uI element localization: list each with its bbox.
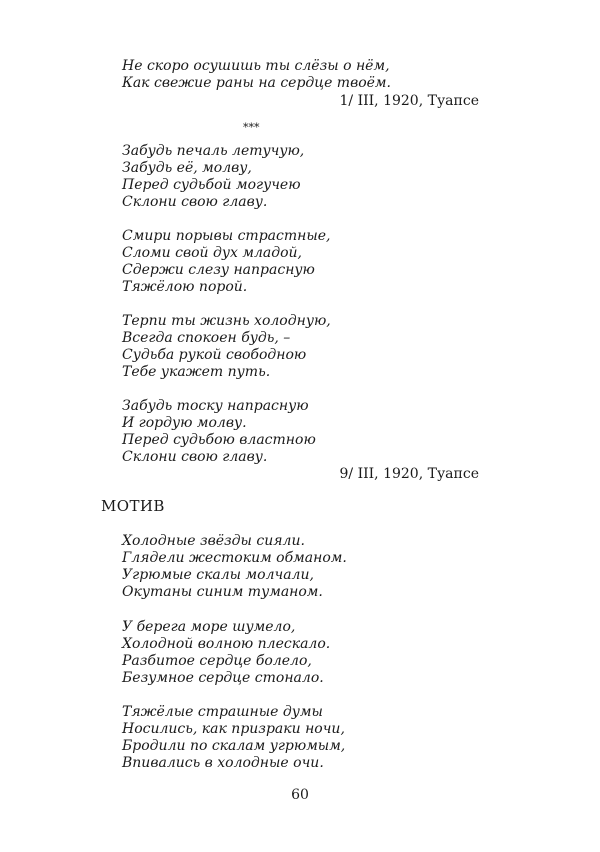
verse-line: Тебе укажет путь. (122, 364, 271, 380)
poem-date: 9/ III, 1920, Туапсе (339, 466, 479, 482)
verse-line: Терпи ты жизнь холодную, (122, 313, 331, 329)
page-number: 60 (291, 787, 309, 803)
verse-line: Глядели жестоким обманом. (122, 550, 347, 566)
verse-line: Холодной волною плескало. (122, 636, 331, 652)
poem-date: 1/ III, 1920, Туапсе (339, 93, 479, 109)
verse-line: Тяжёлою порой. (122, 279, 248, 295)
verse-line: Холодные звёзды сияли. (122, 533, 305, 549)
verse-line: Носились, как призраки ночи, (122, 721, 345, 737)
section-separator: *** (243, 121, 260, 134)
verse-line: Безумное сердце стонало. (122, 670, 324, 686)
verse-line: Всегда спокоен будь, – (122, 330, 291, 346)
verse-line: Склони свою главу. (122, 194, 268, 210)
verse-line: Склони свою главу. (122, 449, 268, 465)
verse-line: Разбитое сердце болело, (122, 653, 312, 669)
verse-line: Сломи свой дух младой, (122, 245, 302, 261)
verse-line: Забудь тоску напрасную (122, 398, 309, 414)
verse-line: Окутаны синим туманом. (122, 584, 323, 600)
verse-line: Тяжёлые страшные думы (122, 704, 323, 720)
verse-line: Как свежие раны на сердце твоём. (122, 75, 391, 91)
poem-title: МОТИВ (101, 497, 165, 515)
verse-line: Судьба рукой свободною (122, 347, 307, 363)
verse-line: Смири порывы страстные, (122, 228, 331, 244)
verse-line: Перед судьбой могучею (122, 177, 301, 193)
verse-line: Забудь её, молву, (122, 160, 252, 176)
verse-line: Бродили по скалам угрюмым, (122, 738, 346, 754)
verse-line: У берега море шумело, (122, 619, 296, 635)
verse-line: И гордую молву. (122, 415, 247, 431)
verse-line: Впивались в холодные очи. (122, 755, 324, 771)
verse-line: Угрюмые скалы молчали, (122, 567, 314, 583)
verse-line: Перед судьбою властною (122, 432, 316, 448)
verse-line: Не скоро осушишь ты слёзы о нём, (122, 58, 390, 74)
verse-line: Забудь печаль летучую, (122, 143, 305, 159)
verse-line: Сдержи слезу напрасную (122, 262, 315, 278)
